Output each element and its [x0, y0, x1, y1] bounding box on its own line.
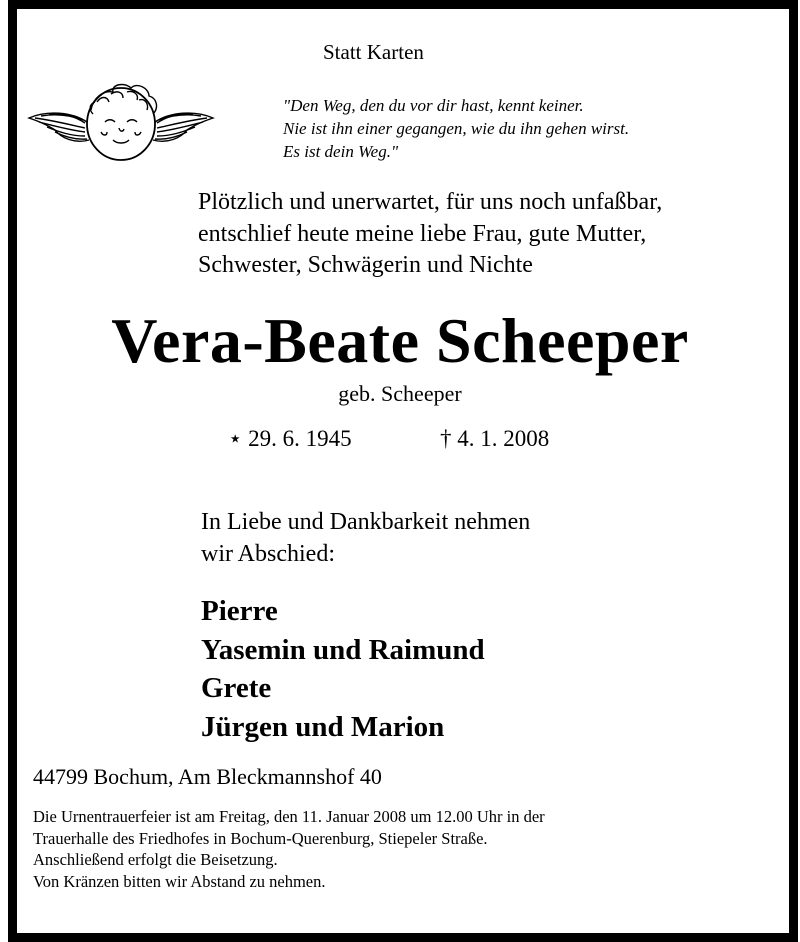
- birth-name: geb. Scheeper: [338, 381, 462, 406]
- address: 44799 Bochum, Am Bleckmannshof 40: [33, 764, 382, 789]
- service-info-line: Trauerhalle des Friedhofes in Bochum-Querenburg, Stiepeler Straße.: [33, 828, 488, 848]
- quote-line: Es ist dein Weg.": [283, 142, 399, 161]
- intro-line: entschlief heute meine liebe Frau, gute Mutter,: [198, 220, 647, 247]
- statt-karten-label: Statt Karten: [323, 40, 424, 64]
- service-info-line: Von Kränzen bitten wir Abstand zu nehmen.: [33, 871, 326, 891]
- intro-text: [198, 187, 662, 282]
- mourner-name: Yasemin und Raimund: [201, 633, 485, 666]
- farewell-text: [201, 506, 530, 570]
- birth-date: ⋆ 29. 6. 1945: [228, 426, 352, 451]
- mourner-name: Jürgen und Marion: [201, 710, 445, 743]
- mourner-name: Grete: [201, 672, 272, 704]
- poem-quote: [283, 94, 629, 163]
- quote-line: Nie ist ihn einer gegangen, wie du ihn gehen wirst.: [283, 119, 630, 138]
- quote-line: "Den Weg, den du vor dir hast, kennt keiner.: [283, 96, 584, 115]
- intro-line: Schwester, Schwägerin und Nichte: [198, 252, 533, 278]
- mourners-list: [201, 592, 485, 746]
- mourner-name: Pierre: [201, 595, 278, 627]
- service-info: [33, 806, 545, 892]
- farewell-line: In Liebe und Dankbarkeit nehmen: [201, 509, 531, 535]
- death-date: † 4. 1. 2008: [440, 426, 550, 451]
- service-info-line: Anschließend erfolgt die Beisetzung.: [33, 850, 278, 869]
- farewell-line: wir Abschied:: [201, 541, 335, 567]
- deceased-name: Vera-Beate Scheeper: [111, 305, 689, 376]
- angel-illustration: [27, 80, 215, 162]
- service-info-line: Die Urnentrauerfeier ist am Freitag, den 11. Januar 2008 um 12.00 Uhr in der: [33, 807, 545, 826]
- intro-line: Plötzlich und unerwartet, für uns noch unfaßbar,: [198, 189, 663, 215]
